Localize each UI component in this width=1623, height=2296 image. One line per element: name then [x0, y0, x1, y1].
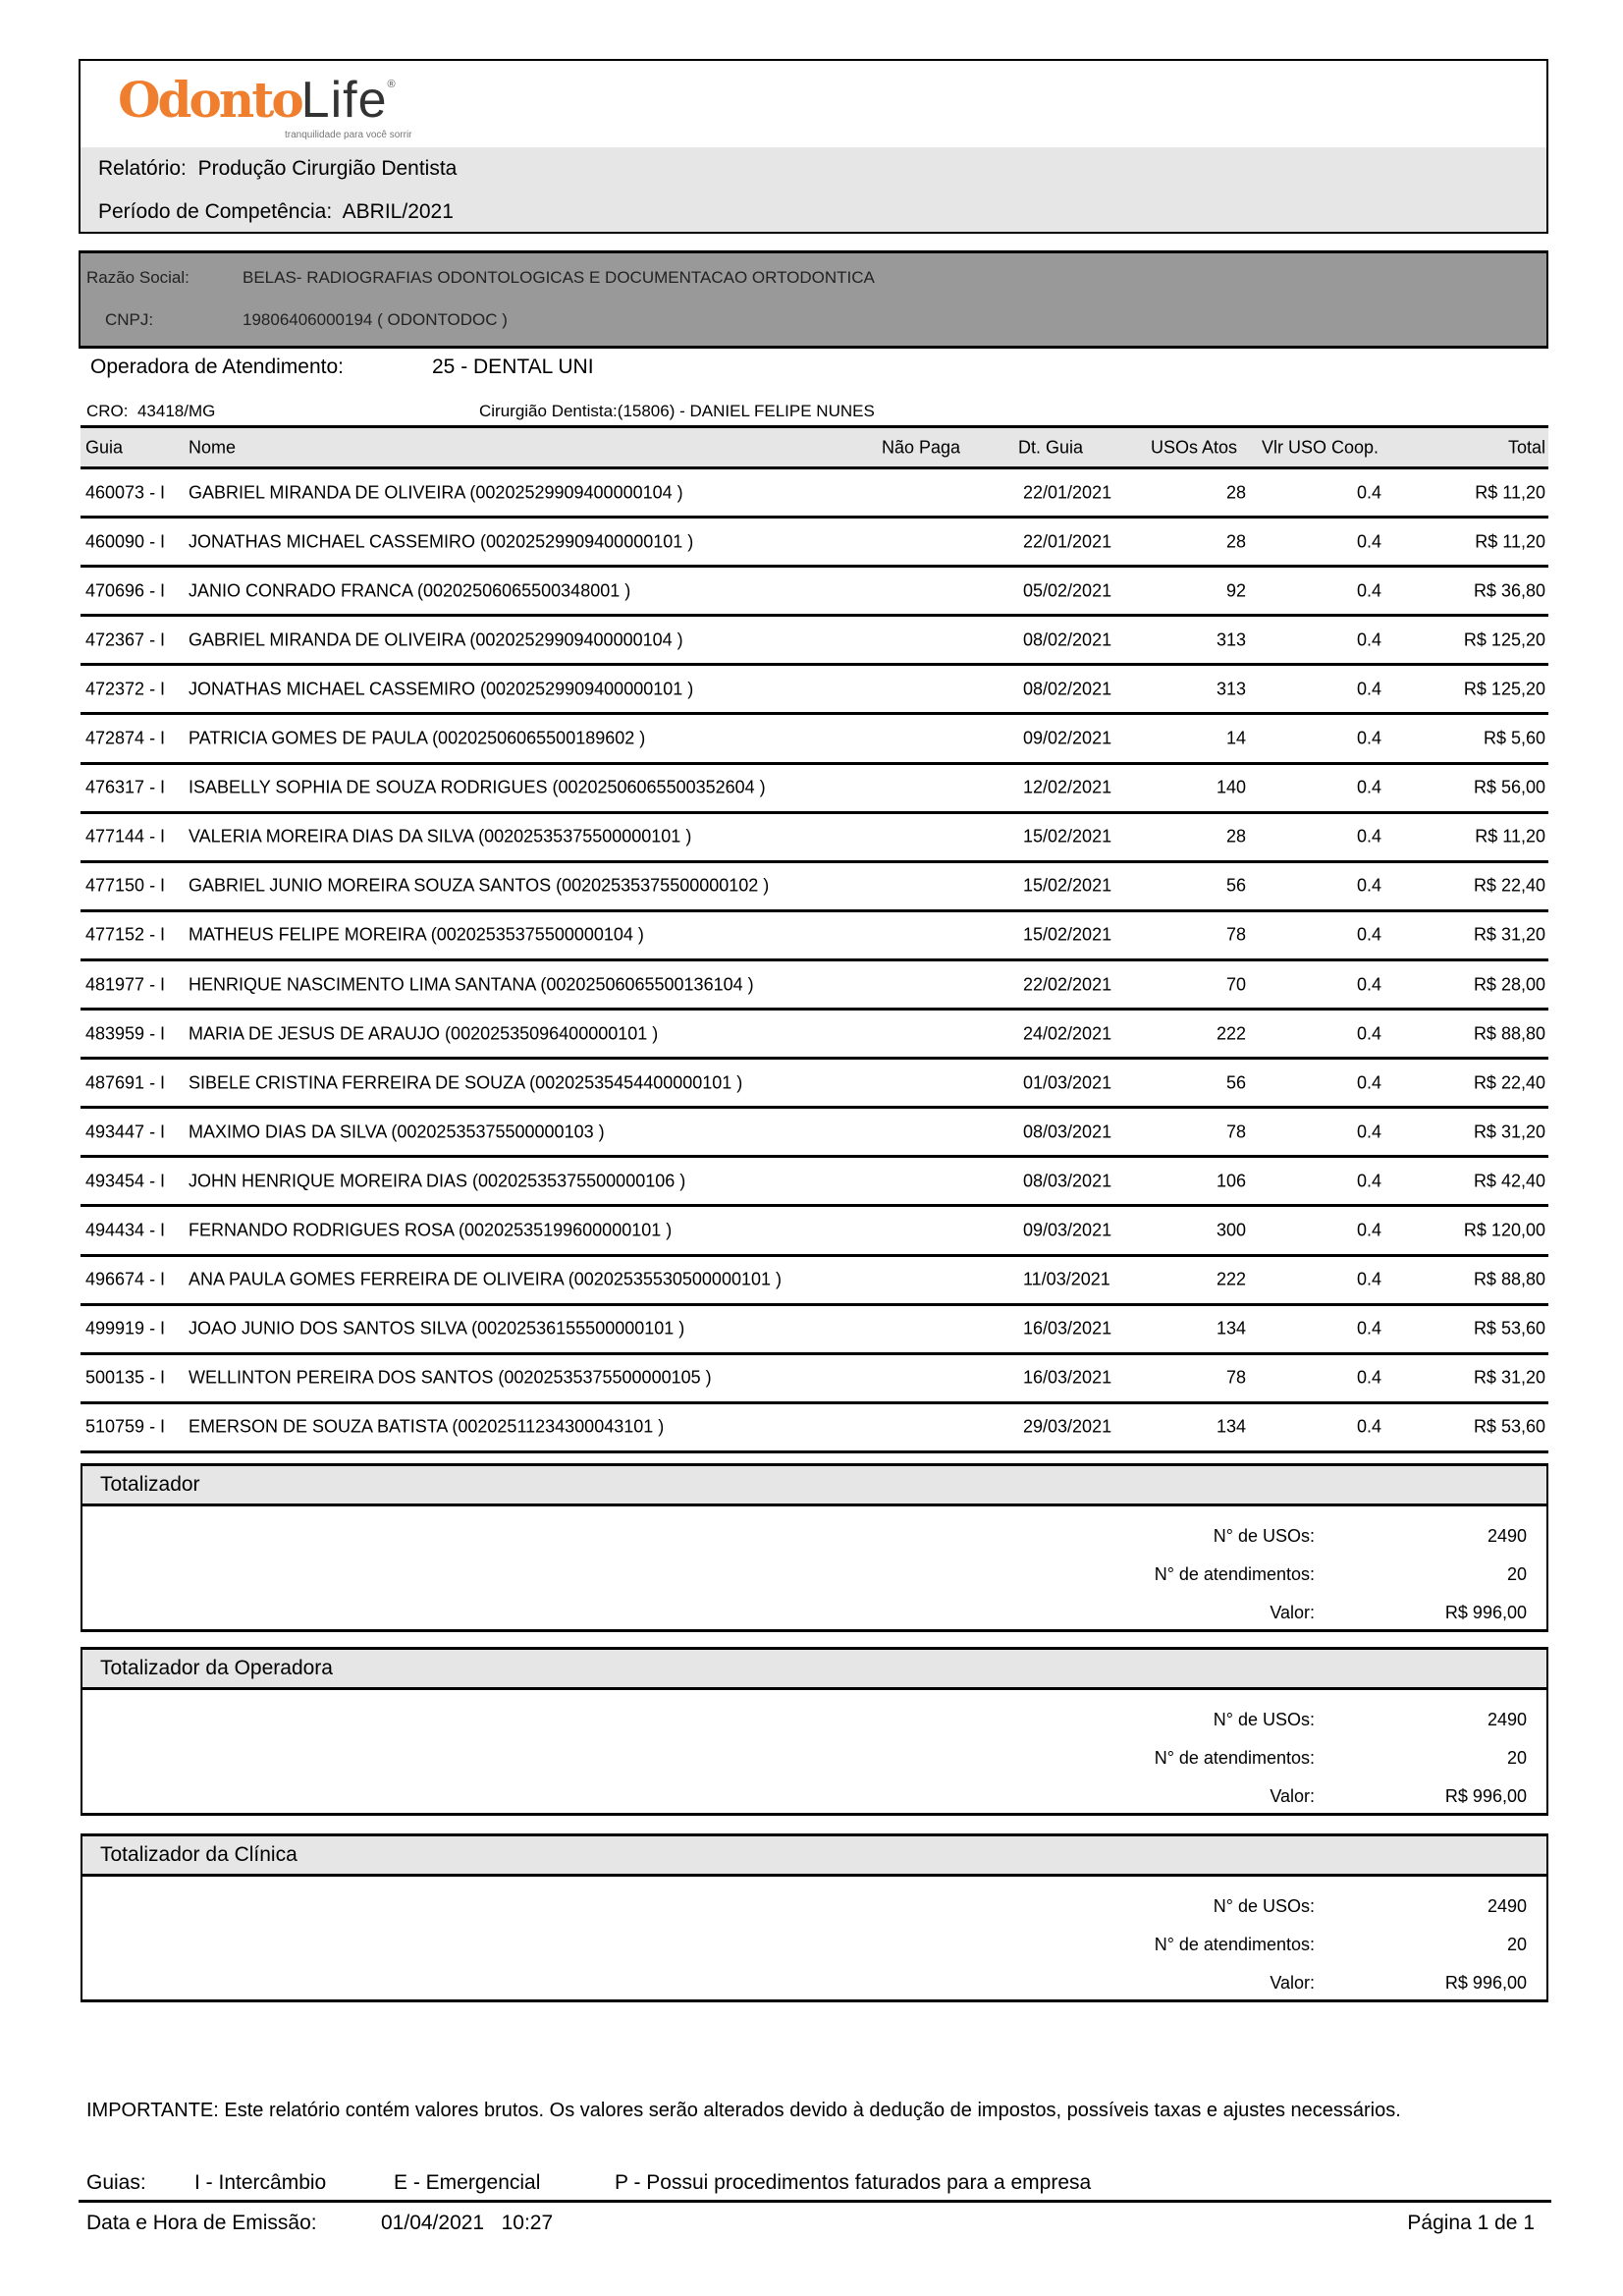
- report-period-value: ABRIL/2021: [342, 200, 454, 223]
- atendimentos-label: N° de atendimentos:: [1154, 1748, 1315, 1768]
- table-row: [81, 1109, 1548, 1158]
- col-usos-atos: USOs Atos: [1151, 437, 1238, 457]
- cnpj-value: 19806406000194 ( ODONTODOC ): [243, 310, 508, 329]
- table-row: [81, 519, 1548, 568]
- col-dt-guia: Dt. Guia: [1018, 437, 1084, 457]
- cell-dt-guia: 08/02/2021: [1023, 629, 1112, 650]
- table-row: [81, 1158, 1548, 1207]
- cell-guia: 481977 - I: [85, 974, 166, 994]
- cell-nome: EMERSON DE SOUZA BATISTA (00202511234300043101 ): [189, 1416, 665, 1437]
- cell-usos-atos: 28: [1225, 531, 1246, 552]
- cell-total: R$ 88,80: [1473, 1023, 1545, 1044]
- table-row: [81, 765, 1548, 814]
- cell-usos-atos: 78: [1225, 1121, 1246, 1142]
- cell-vlr-uso: 0.4: [1356, 679, 1381, 699]
- atendimentos-value: 20: [1506, 1564, 1527, 1584]
- cell-guia: 500135 - I: [85, 1367, 166, 1388]
- cell-guia: 472367 - I: [85, 629, 166, 650]
- cro-label: CRO:: [86, 402, 129, 420]
- cell-total: R$ 31,20: [1473, 924, 1545, 945]
- valor-label: Valor:: [1270, 1786, 1315, 1806]
- cell-usos-atos: 56: [1225, 1072, 1246, 1093]
- guias-label: Guias:: [86, 2171, 146, 2194]
- cell-total: R$ 53,60: [1473, 1416, 1545, 1437]
- cell-dt-guia: 15/02/2021: [1023, 875, 1112, 896]
- cell-vlr-uso: 0.4: [1356, 1416, 1381, 1437]
- usos-value: 2490: [1487, 1526, 1527, 1546]
- cell-total: R$ 31,20: [1473, 1367, 1545, 1388]
- cro-value: 43418/MG: [136, 402, 216, 420]
- logo-brand-part2: Life: [300, 72, 388, 129]
- cell-guia: 472372 - I: [85, 679, 166, 699]
- usos-value: 2490: [1487, 1710, 1527, 1729]
- cell-total: R$ 125,20: [1463, 679, 1545, 699]
- cell-usos-atos: 134: [1216, 1416, 1246, 1437]
- important-note: IMPORTANTE: Este relatório contém valores brutos. Os valores serão alterados devido à dedução de impostos, possíveis taxas e ajustes necessários.: [86, 2100, 1401, 2121]
- dentist-value: (15806) - DANIEL FELIPE NUNES: [617, 402, 875, 420]
- atendimentos-value: 20: [1506, 1748, 1527, 1768]
- legend-intercambio: I - Intercâmbio: [194, 2171, 327, 2194]
- cell-vlr-uso: 0.4: [1356, 1072, 1381, 1093]
- cnpj-label: CNPJ:: [105, 310, 154, 329]
- cell-usos-atos: 28: [1225, 482, 1246, 502]
- cell-dt-guia: 22/01/2021: [1023, 482, 1112, 502]
- valor-value: R$ 996,00: [1444, 1973, 1527, 1993]
- cell-total: R$ 36,80: [1473, 580, 1545, 601]
- cell-vlr-uso: 0.4: [1356, 531, 1381, 552]
- table-row: [81, 666, 1548, 715]
- cell-usos-atos: 78: [1225, 924, 1246, 945]
- cell-dt-guia: 22/01/2021: [1023, 531, 1112, 552]
- table-row: [81, 1306, 1548, 1355]
- cell-nome: MARIA DE JESUS DE ARAUJO (00202535096400000101 ): [189, 1023, 659, 1044]
- totalizer-body: [81, 1506, 1548, 1632]
- totalizer-title: [81, 1647, 1548, 1690]
- cell-guia: 510759 - I: [85, 1416, 166, 1437]
- razao-social-label: Razão Social:: [86, 268, 189, 287]
- table-row: [81, 961, 1548, 1011]
- cell-nome: ISABELLY SOPHIA DE SOUZA RODRIGUES (00202506065500352604 ): [189, 777, 766, 797]
- totalizer-title-text: Totalizador da Operadora: [100, 1657, 333, 1679]
- cell-guia: 487691 - I: [85, 1072, 166, 1093]
- table-header: [81, 425, 1548, 469]
- cell-vlr-uso: 0.4: [1356, 629, 1381, 650]
- cell-total: R$ 31,20: [1473, 1121, 1545, 1142]
- cell-vlr-uso: 0.4: [1356, 1367, 1381, 1388]
- logo-area: [81, 61, 1546, 149]
- cell-guia: 496674 - I: [85, 1269, 166, 1289]
- legend-empresa: P - Possui procedimentos faturados para a empresa: [615, 2171, 1092, 2194]
- cell-dt-guia: 09/02/2021: [1023, 728, 1112, 748]
- cell-vlr-uso: 0.4: [1356, 580, 1381, 601]
- col-nao-paga: Não Paga: [882, 437, 961, 457]
- report-title: [98, 157, 457, 181]
- cell-nome: GABRIEL JUNIO MOREIRA SOUZA SANTOS (00202535375500000102 ): [189, 875, 770, 896]
- col-guia: Guia: [85, 437, 124, 457]
- table-row: [81, 1208, 1548, 1257]
- logo-brand-part1: Odonto: [118, 71, 301, 129]
- cell-dt-guia: 01/03/2021: [1023, 1072, 1112, 1093]
- cell-dt-guia: 15/02/2021: [1023, 924, 1112, 945]
- cell-usos-atos: 222: [1216, 1023, 1246, 1044]
- table-row: [81, 469, 1548, 519]
- legend-emergencial: E - Emergencial: [394, 2171, 541, 2194]
- totalizer-title: [81, 1833, 1548, 1877]
- cell-dt-guia: 12/02/2021: [1023, 777, 1112, 797]
- logo-tagline: tranquilidade para você sorrir: [285, 130, 412, 140]
- operadora-line: [90, 355, 594, 379]
- table-row: [81, 863, 1548, 912]
- cell-nome: JANIO CONRADO FRANCA (00202506065500348001 ): [189, 580, 631, 601]
- totalizer-title-text: Totalizador: [100, 1473, 200, 1496]
- dentist-info: [479, 402, 875, 421]
- cell-vlr-uso: 0.4: [1356, 1121, 1381, 1142]
- usos-label: N° de USOs:: [1213, 1710, 1315, 1729]
- cell-total: R$ 125,20: [1463, 629, 1545, 650]
- col-total: Total: [1507, 437, 1545, 457]
- cell-guia: 470696 - I: [85, 580, 166, 601]
- valor-label: Valor:: [1270, 1973, 1315, 1993]
- cell-dt-guia: 08/03/2021: [1023, 1171, 1112, 1191]
- cell-nome: FERNANDO RODRIGUES ROSA (00202535199600000101 ): [189, 1220, 673, 1240]
- cell-guia: 477144 - I: [85, 826, 166, 847]
- table-row: [81, 716, 1548, 765]
- cell-total: R$ 11,20: [1475, 531, 1545, 552]
- valor-value: R$ 996,00: [1444, 1603, 1527, 1622]
- cell-guia: 494434 - I: [85, 1220, 166, 1240]
- totalizer-body: [81, 1690, 1548, 1816]
- cell-dt-guia: 29/03/2021: [1023, 1416, 1112, 1437]
- emission-label: Data e Hora de Emissão:: [86, 2212, 317, 2234]
- footer-divider: [79, 2200, 1551, 2203]
- cell-usos-atos: 313: [1216, 629, 1246, 650]
- cell-dt-guia: 16/03/2021: [1023, 1367, 1112, 1388]
- cell-vlr-uso: 0.4: [1356, 482, 1381, 502]
- table-row: [81, 1060, 1548, 1109]
- cell-nome: MATHEUS FELIPE MOREIRA (00202535375500000104 ): [189, 924, 644, 945]
- cell-vlr-uso: 0.4: [1356, 1171, 1381, 1191]
- cell-dt-guia: 08/03/2021: [1023, 1121, 1112, 1142]
- cell-vlr-uso: 0.4: [1356, 777, 1381, 797]
- cell-vlr-uso: 0.4: [1356, 974, 1381, 994]
- usos-value: 2490: [1487, 1896, 1527, 1916]
- cell-total: R$ 56,00: [1473, 777, 1545, 797]
- cell-guia: 460090 - I: [85, 531, 166, 552]
- totalizer-title: [81, 1463, 1548, 1506]
- cell-usos-atos: 313: [1216, 679, 1246, 699]
- cell-nome: SIBELE CRISTINA FERREIRA DE SOUZA (00202535454400000101 ): [189, 1072, 743, 1093]
- cell-total: R$ 22,40: [1473, 875, 1545, 896]
- atendimentos-value: 20: [1506, 1935, 1527, 1954]
- report-title-value: Produção Cirurgião Dentista: [197, 157, 458, 180]
- odontolife-logo: [118, 71, 412, 140]
- cell-nome: JONATHAS MICHAEL CASSEMIRO (00202529909400000101 ): [189, 679, 694, 699]
- page-number: Página 1 de 1: [1407, 2212, 1535, 2234]
- cell-guia: 493447 - I: [85, 1121, 166, 1142]
- totalizer-box: [81, 1647, 1548, 1816]
- totalizer-box: [81, 1833, 1548, 2002]
- cell-vlr-uso: 0.4: [1356, 924, 1381, 945]
- cell-vlr-uso: 0.4: [1356, 1023, 1381, 1044]
- cell-nome: WELLINTON PEREIRA DOS SANTOS (00202535375500000105 ): [189, 1367, 712, 1388]
- usos-label: N° de USOs:: [1213, 1896, 1315, 1916]
- table-row: [81, 1404, 1548, 1453]
- col-vlr-uso: Vlr USO Coop.: [1262, 437, 1380, 457]
- table-row: [81, 1355, 1548, 1404]
- cell-dt-guia: 15/02/2021: [1023, 826, 1112, 847]
- registered-icon: ®: [387, 79, 396, 90]
- cell-nome: HENRIQUE NASCIMENTO LIMA SANTANA (00202506065500136104 ): [189, 974, 754, 994]
- table-row: [81, 1011, 1548, 1060]
- cell-nome: GABRIEL MIRANDA DE OLIVEIRA (00202529909400000104 ): [189, 629, 683, 650]
- report-title-label: Relatório:: [98, 157, 187, 180]
- table-row: [81, 617, 1548, 666]
- cell-nome: MAXIMO DIAS DA SILVA (00202535375500000103 ): [189, 1121, 605, 1142]
- cell-usos-atos: 78: [1225, 1367, 1246, 1388]
- cell-usos-atos: 28: [1225, 826, 1246, 847]
- cell-usos-atos: 56: [1225, 875, 1246, 896]
- cell-dt-guia: 16/03/2021: [1023, 1318, 1112, 1339]
- cell-guia: 483959 - I: [85, 1023, 166, 1044]
- totalizer-body: [81, 1877, 1548, 2002]
- cell-total: R$ 11,20: [1475, 826, 1545, 847]
- cell-dt-guia: 09/03/2021: [1023, 1220, 1112, 1240]
- cell-total: R$ 11,20: [1475, 482, 1545, 502]
- cell-nome: JOAO JUNIO DOS SANTOS SILVA (00202536155500000101 ): [189, 1318, 685, 1339]
- report-period: [98, 200, 454, 224]
- table-row: [81, 1257, 1548, 1306]
- cell-guia: 499919 - I: [85, 1318, 166, 1339]
- atendimentos-label: N° de atendimentos:: [1154, 1564, 1315, 1584]
- report-title-area: [81, 147, 1546, 232]
- cell-total: R$ 5,60: [1483, 728, 1545, 748]
- cell-nome: JOHN HENRIQUE MOREIRA DIAS (00202535375500000106 ): [189, 1171, 686, 1191]
- cell-dt-guia: 05/02/2021: [1023, 580, 1112, 601]
- table-row: [81, 814, 1548, 863]
- dentist-line: [86, 402, 1068, 421]
- cell-guia: 476317 - I: [85, 777, 166, 797]
- cell-total: R$ 28,00: [1473, 974, 1545, 994]
- cell-nome: GABRIEL MIRANDA DE OLIVEIRA (00202529909400000104 ): [189, 482, 683, 502]
- cell-guia: 460073 - I: [85, 482, 166, 502]
- cell-guia: 472874 - I: [85, 728, 166, 748]
- col-nome: Nome: [189, 437, 237, 457]
- valor-label: Valor:: [1270, 1603, 1315, 1622]
- cell-total: R$ 88,80: [1473, 1269, 1545, 1289]
- cell-guia: 477150 - I: [85, 875, 166, 896]
- cell-dt-guia: 11/03/2021: [1023, 1269, 1110, 1289]
- report-period-label: Período de Competência:: [98, 200, 333, 223]
- cell-nome: JONATHAS MICHAEL CASSEMIRO (00202529909400000101 ): [189, 531, 694, 552]
- cell-total: R$ 22,40: [1473, 1072, 1545, 1093]
- cell-total: R$ 53,60: [1473, 1318, 1545, 1339]
- cell-vlr-uso: 0.4: [1356, 728, 1381, 748]
- cell-total: R$ 42,40: [1473, 1171, 1545, 1191]
- cell-guia: 477152 - I: [85, 924, 166, 945]
- cell-usos-atos: 134: [1216, 1318, 1246, 1339]
- valor-value: R$ 996,00: [1444, 1786, 1527, 1806]
- cell-total: R$ 120,00: [1463, 1220, 1545, 1240]
- report-header: [79, 59, 1548, 234]
- cell-guia: 493454 - I: [85, 1171, 166, 1191]
- cell-vlr-uso: 0.4: [1356, 875, 1381, 896]
- cell-vlr-uso: 0.4: [1356, 826, 1381, 847]
- cell-vlr-uso: 0.4: [1356, 1318, 1381, 1339]
- cell-nome: ANA PAULA GOMES FERREIRA DE OLIVEIRA (00202535530500000101 ): [189, 1269, 782, 1289]
- table-row: [81, 568, 1548, 617]
- emission-value: 01/04/2021 10:27: [381, 2212, 554, 2234]
- cell-usos-atos: 14: [1225, 728, 1246, 748]
- cell-usos-atos: 106: [1216, 1171, 1246, 1191]
- cell-vlr-uso: 0.4: [1356, 1220, 1381, 1240]
- totalizer-title-text: Totalizador da Clínica: [100, 1843, 298, 1866]
- cell-usos-atos: 92: [1225, 580, 1246, 601]
- cell-usos-atos: 70: [1225, 974, 1246, 994]
- cell-dt-guia: 22/02/2021: [1023, 974, 1112, 994]
- cell-nome: VALERIA MOREIRA DIAS DA SILVA (00202535375500000101 ): [189, 826, 692, 847]
- operadora-value: 25 - DENTAL UNI: [432, 355, 594, 378]
- totalizer-box: [81, 1463, 1548, 1632]
- usos-label: N° de USOs:: [1213, 1526, 1315, 1546]
- cell-dt-guia: 08/02/2021: [1023, 679, 1112, 699]
- cell-nome: PATRICIA GOMES DE PAULA (00202506065500189602 ): [189, 728, 646, 748]
- cell-usos-atos: 300: [1216, 1220, 1246, 1240]
- company-info: [79, 250, 1548, 349]
- cell-dt-guia: 24/02/2021: [1023, 1023, 1112, 1044]
- razao-social-value: BELAS- RADIOGRAFIAS ODONTOLOGICAS E DOCUMENTACAO ORTODONTICA: [243, 268, 875, 287]
- atendimentos-label: N° de atendimentos:: [1154, 1935, 1315, 1954]
- operadora-label: Operadora de Atendimento:: [90, 355, 345, 378]
- cell-usos-atos: 222: [1216, 1269, 1246, 1289]
- dentist-label: Cirurgião Dentista:: [479, 402, 618, 420]
- cell-vlr-uso: 0.4: [1356, 1269, 1381, 1289]
- table-row: [81, 912, 1548, 961]
- cell-usos-atos: 140: [1216, 777, 1246, 797]
